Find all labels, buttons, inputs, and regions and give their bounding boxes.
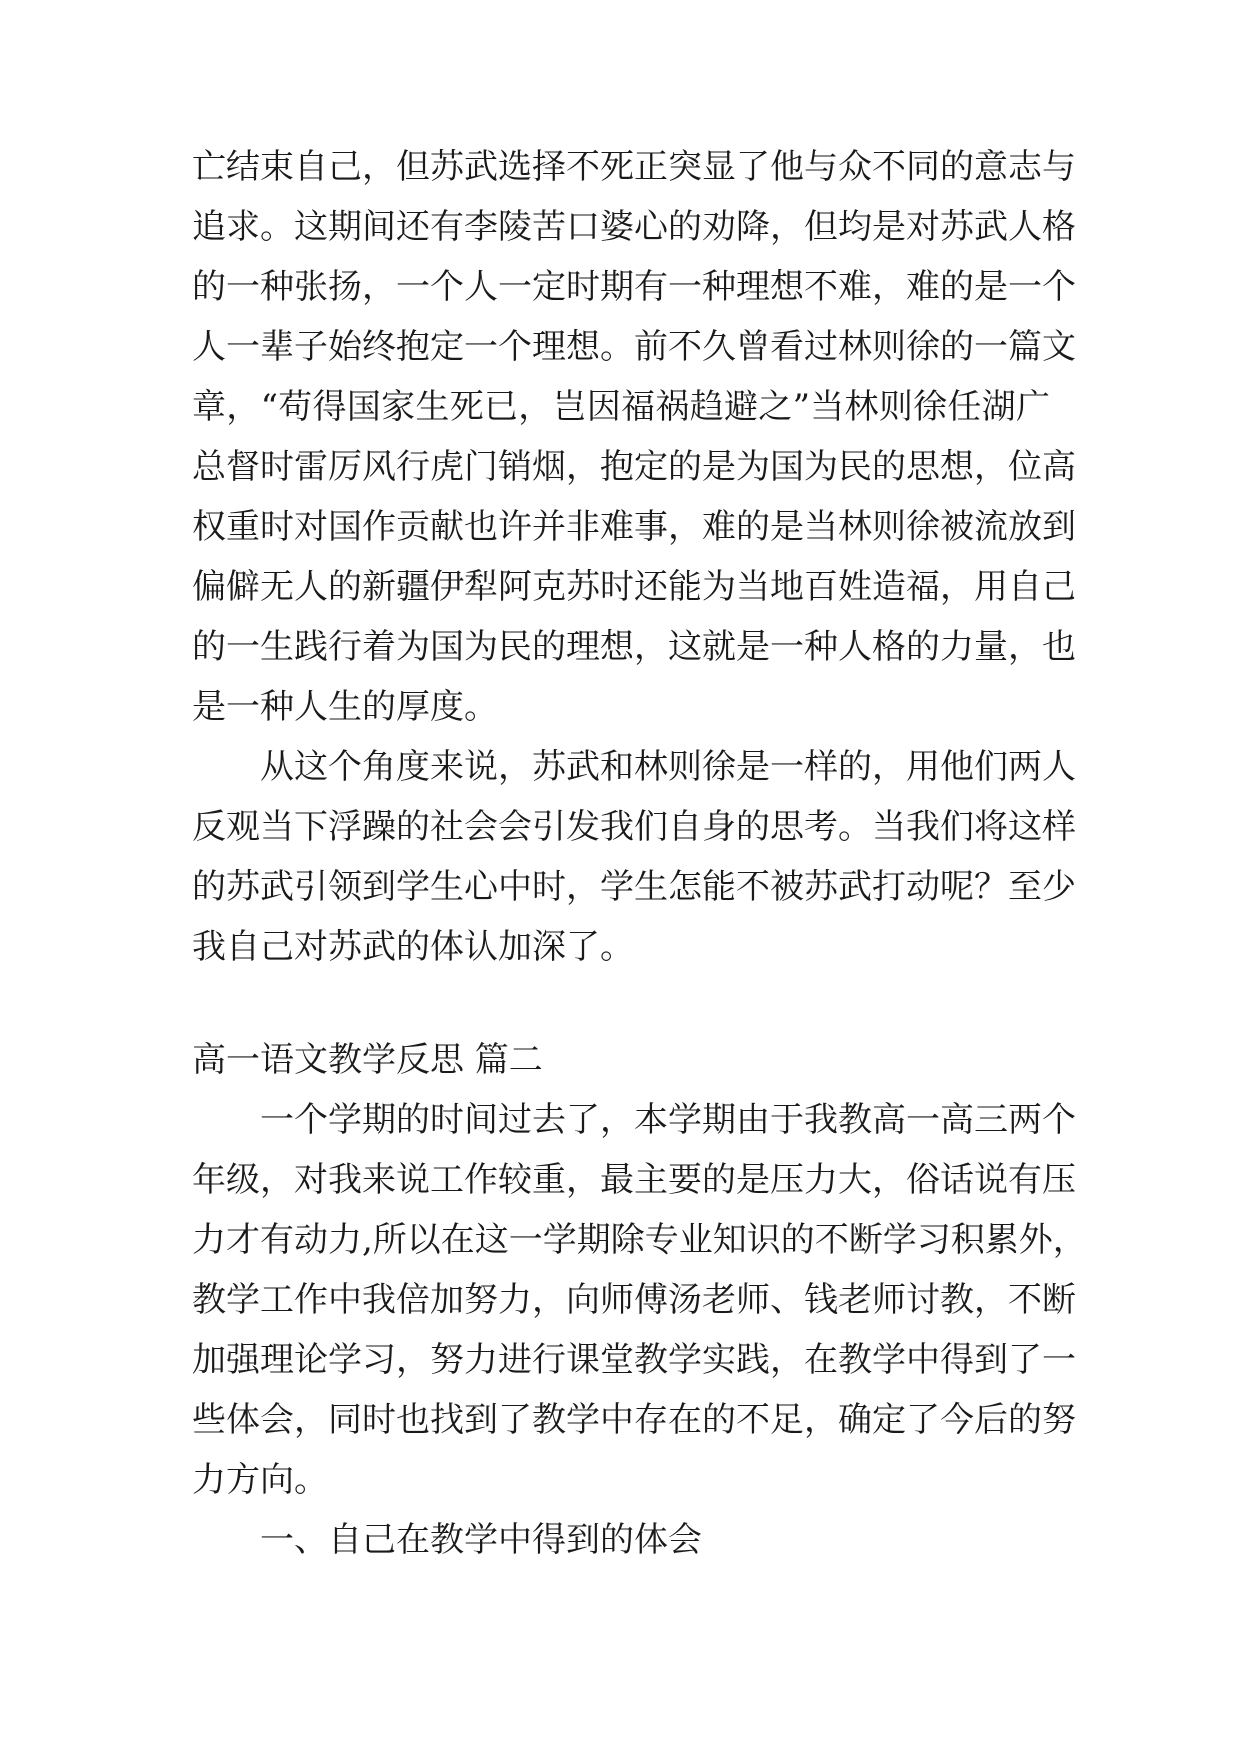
text-line: 的苏武引领到学生心中时，学生怎能不被苏武打动呢？至少 — [192, 867, 1076, 907]
text-line: 的一生践行着为国为民的理想，这就是一种人格的力量，也 — [192, 627, 1076, 667]
text-line: 章，“苟得国家生死已，岂因福祸趋避之”当林则徐任湖广 — [192, 387, 1050, 427]
text-line: 力方向。 — [192, 1460, 328, 1500]
text-line: 总督时雷厉风行虎门销烟，抱定的是为国为民的思想，位高 — [192, 447, 1076, 487]
subsection-heading: 一、自己在教学中得到的体会 — [260, 1520, 702, 1560]
paragraph-first-line: 一个学期的时间过去了，本学期由于我教高一高三两个 — [260, 1100, 1076, 1140]
text-line: 反观当下浮躁的社会会引发我们自身的思考。当我们将这样 — [192, 807, 1076, 847]
text-line: 教学工作中我倍加努力，向师傅汤老师、钱老师讨教，不断 — [192, 1280, 1076, 1320]
text-line: 力才有动力,所以在这一学期除专业知识的不断学习积累外， — [192, 1220, 1087, 1260]
text-line: 些体会，同时也找到了教学中存在的不足，确定了今后的努 — [192, 1400, 1076, 1440]
paragraph-first-line: 从这个角度来说，苏武和林则徐是一样的，用他们两人 — [260, 747, 1076, 787]
text-line: 偏僻无人的新疆伊犁阿克苏时还能为当地百姓造福，用自己 — [192, 567, 1076, 607]
text-line: 亡结束自己，但苏武选择不死正突显了他与众不同的意志与 — [192, 147, 1076, 187]
text-line: 的一种张扬，一个人一定时期有一种理想不难，难的是一个 — [192, 267, 1076, 307]
text-line: 人一辈子始终抱定一个理想。前不久曾看过林则徐的一篇文 — [192, 327, 1076, 367]
section-heading: 高一语文教学反思 篇二 — [192, 1040, 543, 1080]
text-line: 年级，对我来说工作较重，最主要的是压力大，俗话说有压 — [192, 1160, 1076, 1200]
text-line: 加强理论学习，努力进行课堂教学实践，在教学中得到了一 — [192, 1340, 1076, 1380]
text-line: 追求。这期间还有李陵苦口婆心的劝降，但均是对苏武人格 — [192, 207, 1076, 247]
text-line: 我自己对苏武的体认加深了。 — [192, 927, 634, 967]
text-line: 是一种人生的厚度。 — [192, 687, 498, 727]
text-line: 权重时对国作贡献也许并非难事，难的是当林则徐被流放到 — [192, 507, 1076, 547]
